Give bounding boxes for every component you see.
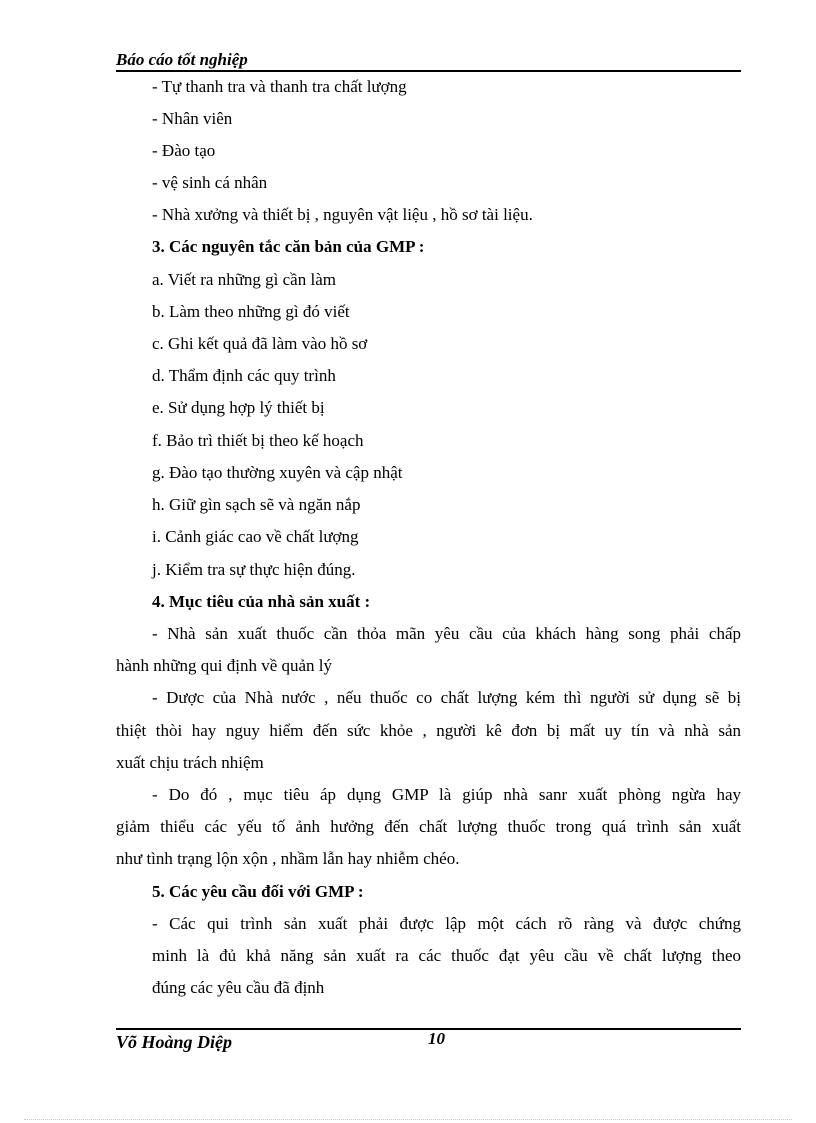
page-bottom-border xyxy=(24,1119,792,1120)
section-heading-manufacturer-goals: 4. Mục tiêu của nhà sản xuất : xyxy=(152,592,371,611)
paragraph-line: - Nhà sản xuất thuốc cần thỏa mãn yêu cầu của khách hàng song phải chấp xyxy=(152,624,741,643)
paragraph-line: hành những qui định về quản lý xyxy=(116,656,333,675)
paragraph-line: - Do đó , mục tiêu áp dụng GMP là giúp nhà sanr xuất phòng ngừa hay xyxy=(152,785,741,804)
principle-item-b: b. Làm theo những gì đó viết xyxy=(152,302,350,321)
paragraph-line: xuất chịu trách nhiệm xyxy=(116,753,264,772)
principle-item-e: e. Sử dụng hợp lý thiết bị xyxy=(152,398,325,417)
section-heading-gmp-requirements: 5. Các yêu cầu đối với GMP : xyxy=(152,882,364,901)
section-heading-gmp-principles: 3. Các nguyên tắc căn bản của GMP : xyxy=(152,237,425,256)
bullet-item-staff: - Nhân viên xyxy=(152,109,233,128)
bullet-item-self-inspection: - Tự thanh tra và thanh tra chất lượng xyxy=(152,77,407,96)
paragraph-line: minh là đủ khả năng sản xuất ra các thuốc đạt yêu cầu về chất lượng theo xyxy=(152,946,741,965)
footer-author: Võ Hoàng Diệp xyxy=(116,1032,233,1052)
bullet-item-facilities: - Nhà xưởng và thiết bị , nguyên vật liệu , hồ sơ tài liệu. xyxy=(152,205,533,224)
principle-item-a: a. Viết ra những gì cần làm xyxy=(152,270,336,289)
bullet-item-hygiene: - vệ sinh cá nhân xyxy=(152,173,268,192)
document-header-title: Báo cáo tốt nghiệp xyxy=(116,50,248,69)
principle-item-i: i. Cảnh giác cao về chất lượng xyxy=(152,527,359,546)
paragraph-line: thiệt thòi hay nguy hiểm đến sức khỏe , người kê đơn bị mất uy tín và nhà sản xyxy=(116,721,741,740)
principle-item-d: d. Thẩm định các quy trình xyxy=(152,366,336,385)
paragraph-line: - Các qui trình sản xuất phải được lập một cách rõ ràng và được chứng xyxy=(152,914,741,933)
principle-item-h: h. Giữ gìn sạch sẽ và ngăn nắp xyxy=(152,495,361,514)
header-divider xyxy=(116,70,741,72)
principle-item-j: j. Kiểm tra sự thực hiện đúng. xyxy=(152,560,356,579)
principle-item-c: c. Ghi kết quả đã làm vào hồ sơ xyxy=(152,334,368,353)
paragraph-line: - Dược của Nhà nước , nếu thuốc co chất lượng kém thì người sử dụng sẽ bị xyxy=(152,688,741,707)
paragraph-line: giảm thiểu các yếu tố ảnh hưởng đến chất lượng thuốc trong quá trình sản xuất xyxy=(116,817,741,836)
page-number: 10 xyxy=(428,1029,445,1048)
principle-item-g: g. Đào tạo thường xuyên và cập nhật xyxy=(152,463,403,482)
paragraph-line: như tình trạng lộn xộn , nhầm lẫn hay nhiễm chéo. xyxy=(116,849,460,868)
paragraph-line: đúng các yêu cầu đã định xyxy=(152,978,325,997)
principle-item-f: f. Bảo trì thiết bị theo kế hoạch xyxy=(152,431,364,450)
bullet-item-training: - Đào tạo xyxy=(152,141,216,160)
